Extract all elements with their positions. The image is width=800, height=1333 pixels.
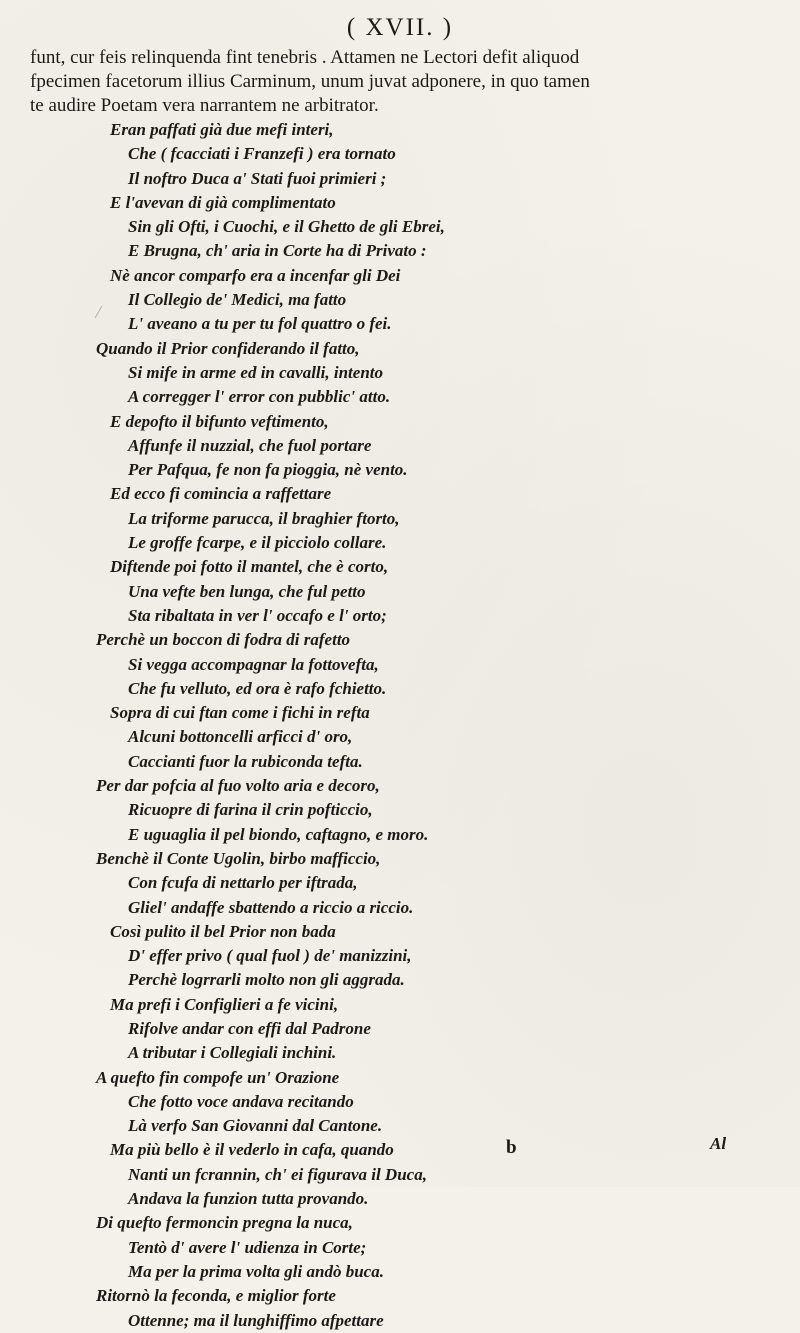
poem-verse: Ma più bello è il vederlo in cafa, quando <box>110 1140 394 1160</box>
poem-verse: Si mife in arme ed in cavalli, intento <box>128 362 383 382</box>
poem-verse: A tributar i Collegiali inchini. <box>128 1043 337 1063</box>
poem-verse: Sin gli Ofti, i Cuochi, e il Ghetto de gli Ebrei, <box>128 217 445 237</box>
poem-verse: Il noftro Duca a' Stati fuoi primieri ; <box>128 168 387 188</box>
poem-verse: Si vegga accompagnar la fottovefta, <box>128 654 379 674</box>
poem-verse: Là verfo San Giovanni dal Cantone. <box>128 1116 383 1136</box>
poem-verse: E uguaglia il pel biondo, caftagno, e moro. <box>128 824 429 844</box>
poem-verse: Sta ribaltata in ver l' occafo e l' orto; <box>128 605 387 625</box>
poem-verse: Il Collegio de' Medici, ma fatto <box>128 290 347 310</box>
poem-verse: A quefto fin compofe un' Orazione <box>96 1067 340 1087</box>
signature-mark: b <box>506 1137 517 1158</box>
intro-line: funt, cur feis relinquenda fint tenebris . Attamen ne Lectori defit aliquod <box>30 47 580 68</box>
poem-verse: Gliel' andaffe sbattendo a riccio a riccio. <box>128 897 414 917</box>
poem-verse: Di quefto fermoncin pregna la nuca, <box>96 1213 353 1233</box>
intro-line: fpecimen facetorum illius Carminum, unum juvat adponere, in quo tamen <box>30 71 590 92</box>
poem-verse: Sopra di cui ftan come i fichi in refta <box>110 703 370 723</box>
page-number: ( XVII. ) <box>346 14 454 41</box>
poem-verse: Ma per la prima volta gli andò buca. <box>128 1261 384 1281</box>
latin-introduction <box>30 46 775 118</box>
poem-verse: Perchè logrrarli molto non gli aggrada. <box>128 970 405 990</box>
catchword: Al <box>710 1134 727 1153</box>
poem-verse: Caccianti fuor la rubiconda tefta. <box>128 751 363 771</box>
poem-verse: Una vefte ben lunga, che ful petto <box>128 581 366 601</box>
poem-verse: Affunfe il nuzzial, che fuol portare <box>128 435 372 455</box>
poem-verse: E depofto il bifunto veftimento, <box>110 411 329 431</box>
poem-verse: Le groffe fcarpe, e il picciolo collare. <box>128 533 387 553</box>
poem-verse: Perchè un boccon di fodra di rafetto <box>96 630 351 650</box>
poem-verse: Ritornò la feconda, e miglior forte <box>96 1286 336 1306</box>
poem-verse: D' effer privo ( qual fuol ) de' manizzini, <box>128 946 412 966</box>
poem-verse: Ricuopre di farina il crin pofticcio, <box>128 800 373 820</box>
poem-verse: Rifolve andar con effi dal Padrone <box>128 1018 371 1038</box>
poem-verse: L' aveano a tu per tu fol quattro o fei. <box>128 314 392 334</box>
poem-verse: La triforme parucca, il braghier ftorto, <box>128 508 400 528</box>
poem <box>0 118 800 1333</box>
poem-verse: Nanti un fcrannin, ch' ei figurava il Duca, <box>128 1164 427 1184</box>
poem-verse: Benchè il Conte Ugolin, birbo mafficcio, <box>96 848 381 868</box>
poem-verse: Eran paffati già due mefi interi, <box>110 120 334 139</box>
poem-verse: Con fcufa di nettarlo per iftrada, <box>128 873 358 893</box>
poem-verse: Che fotto voce andava recitando <box>128 1091 354 1111</box>
poem-verse: Diftende poi fotto il mantel, che è corto, <box>110 557 389 577</box>
poem-verse: Ed ecco fi comincia a raffettare <box>110 484 332 504</box>
poem-verse: Ma prefi i Configlieri a fe vicini, <box>110 994 339 1014</box>
intro-line: te audire Poetam vera narrantem ne arbitrator. <box>30 95 379 116</box>
poem-verse: Quando il Prior confiderando il fatto, <box>96 338 360 358</box>
poem-verse: Alcuni bottoncelli arficci d' oro, <box>128 727 353 747</box>
poem-verse: Andava la funzion tutta provando. <box>128 1189 369 1209</box>
poem-verse: Che ( fcacciati i Franzefi ) era tornato <box>128 144 396 164</box>
poem-verse: Così pulito il bel Prior non bada <box>110 921 336 941</box>
poem-verse: Per Pafqua, fe non fa pioggia, nè vento. <box>128 460 408 480</box>
poem-verse: Ottenne; ma il lunghiffimo afpettare <box>128 1310 384 1330</box>
poem-verse: Per dar pofcia al fuo volto aria e decoro, <box>96 776 380 796</box>
poem-verse: Che fu velluto, ed ora è rafo fchietto. <box>128 678 387 698</box>
poem-verse: A corregger l' error con pubblic' atto. <box>128 387 391 407</box>
poem-verse: Nè ancor comparfo era a incenfar gli Dei <box>110 265 401 285</box>
poem-verse: E l'avevan di già complimentato <box>110 192 336 212</box>
poem-verse: E Brugna, ch' aria in Corte ha di Privato : <box>128 241 427 261</box>
poem-verse: Tentò d' avere l' udienza in Corte; <box>128 1237 367 1257</box>
